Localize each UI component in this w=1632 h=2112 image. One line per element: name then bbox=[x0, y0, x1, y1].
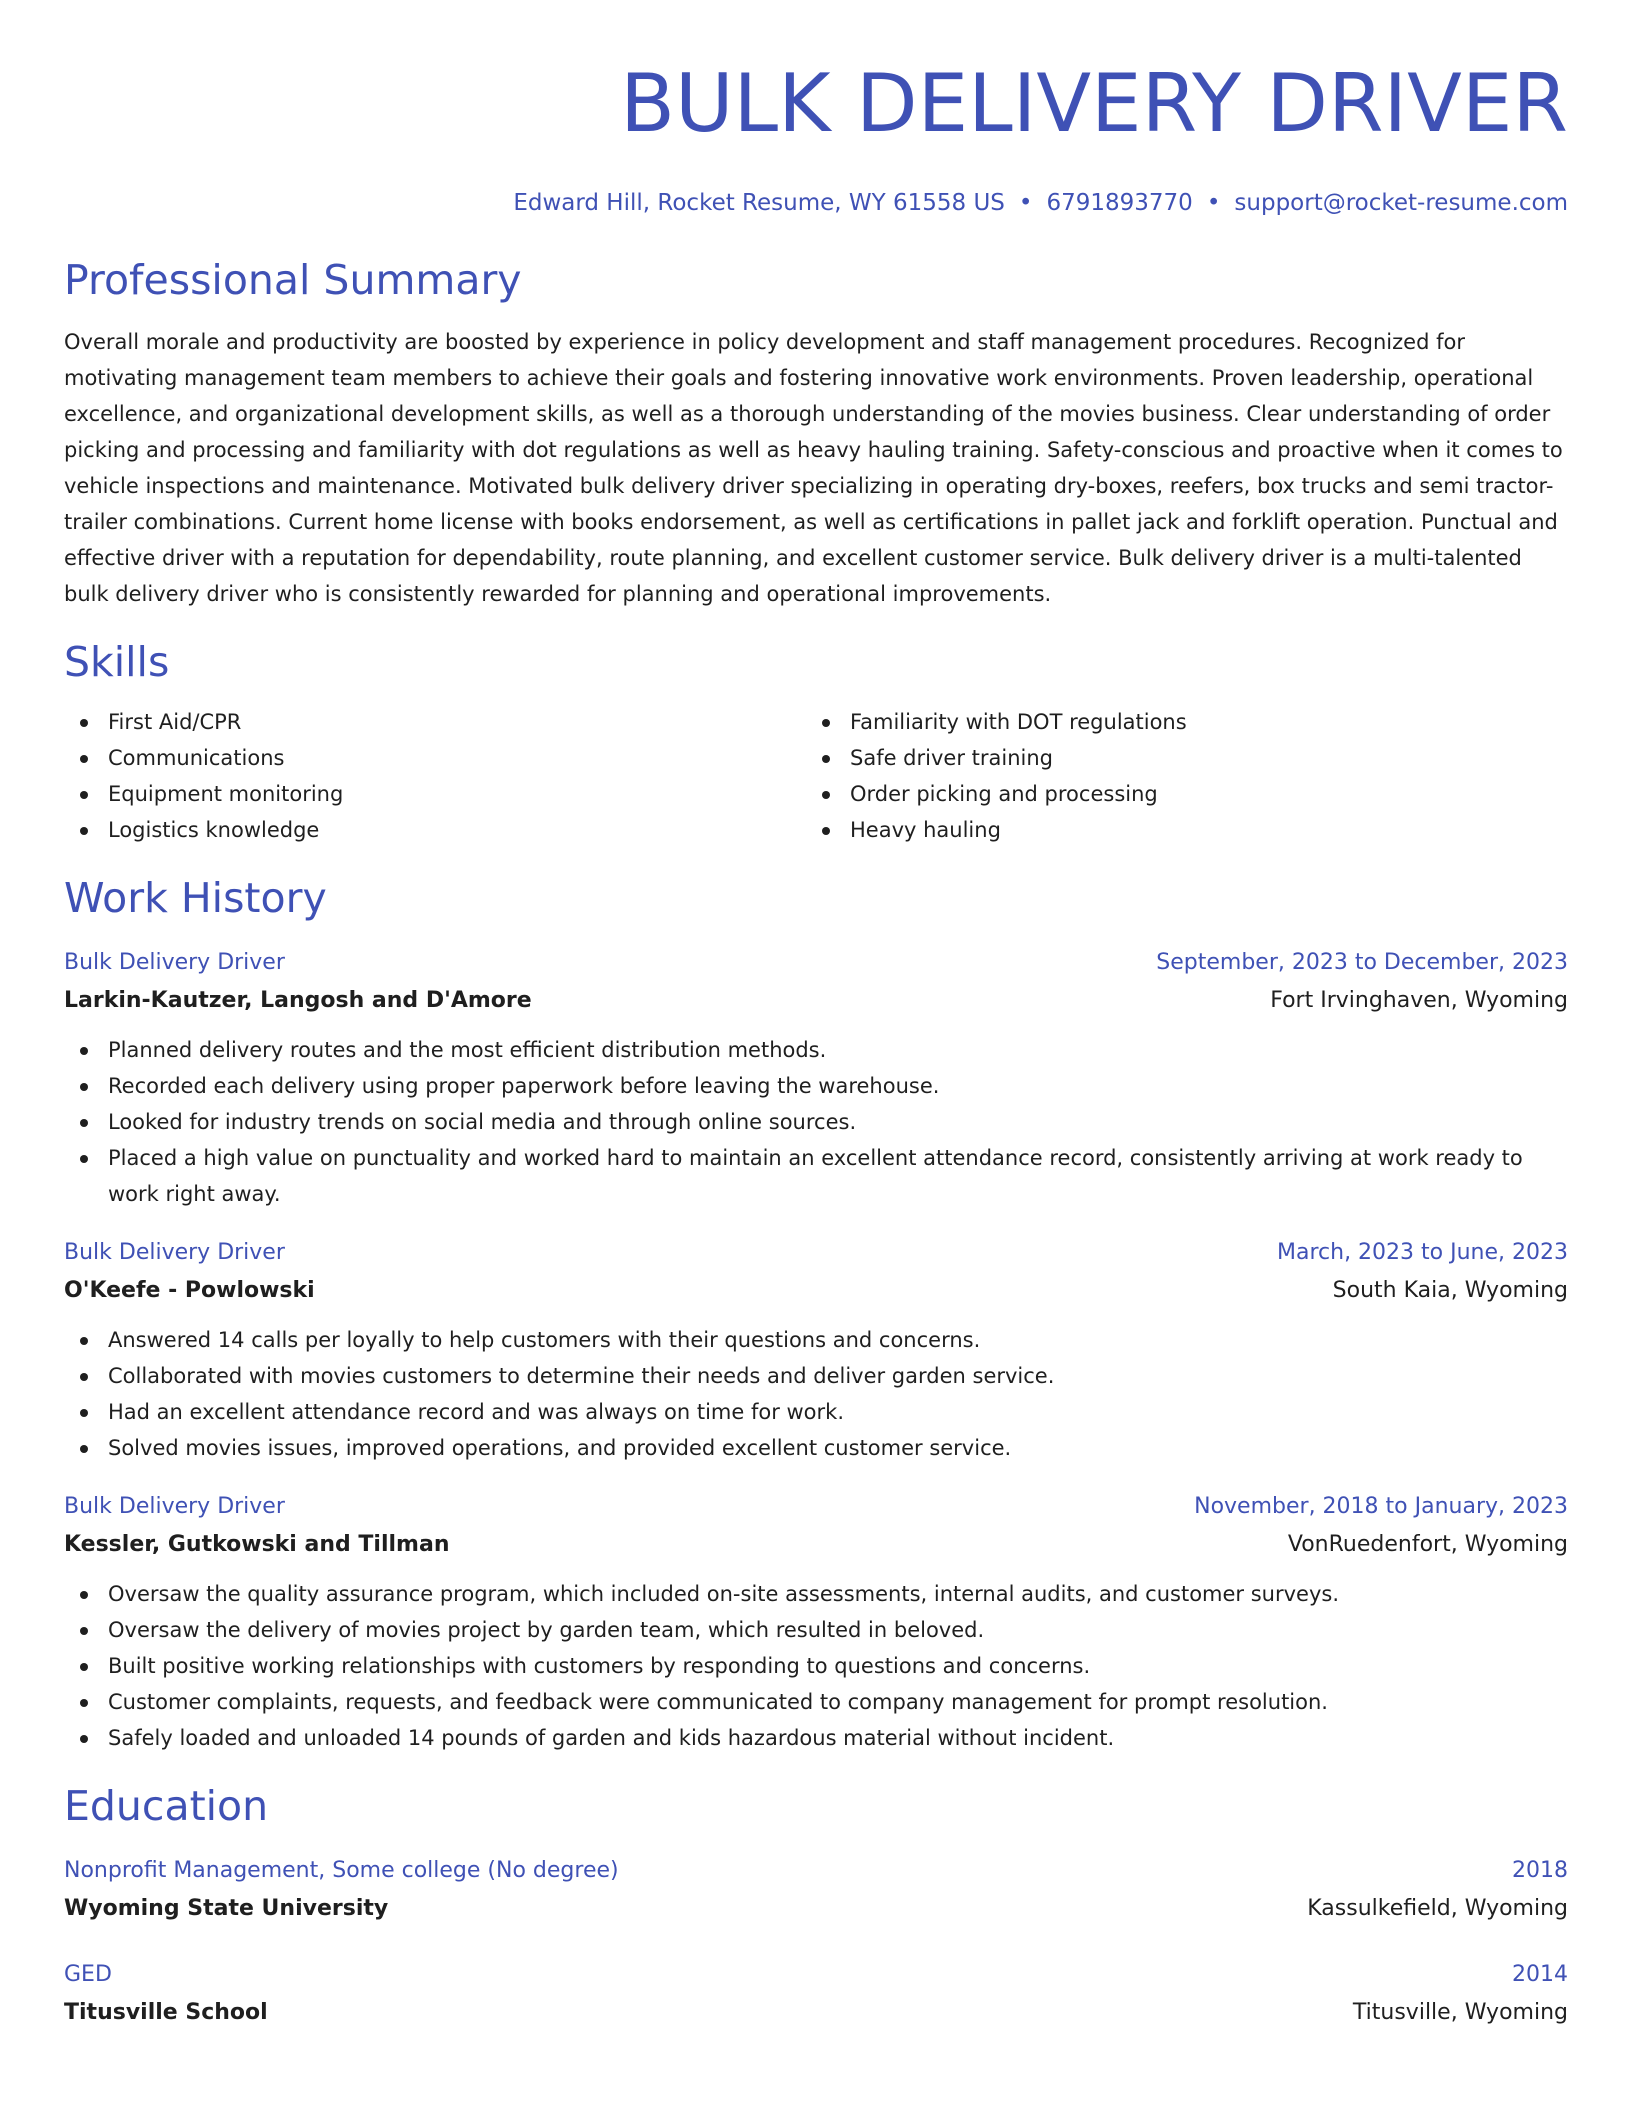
job-entry bbox=[64, 1234, 1568, 1466]
job-bullet: Solved movies issues, improved operations, and provided excellent customer service. bbox=[64, 1430, 1568, 1466]
job-bullets bbox=[64, 1576, 1568, 1756]
job-bullet: Oversaw the quality assurance program, which included on-site assessments, internal audits, and customer surveys. bbox=[64, 1576, 1568, 1612]
section-title-skills: Skills bbox=[64, 638, 170, 686]
education-entry bbox=[64, 1852, 1568, 1928]
education-school: Titusville School bbox=[64, 2000, 268, 2025]
skill-item: Communications bbox=[64, 740, 806, 776]
skill-item: Familiarity with DOT regulations bbox=[806, 704, 1548, 740]
job-role: Bulk Delivery Driver bbox=[64, 1494, 285, 1519]
section-title-work-history: Work History bbox=[64, 874, 327, 922]
job-role: Bulk Delivery Driver bbox=[64, 1240, 285, 1265]
job-company: O'Keefe - Powlowski bbox=[64, 1278, 315, 1303]
separator-dot: • bbox=[1018, 190, 1033, 216]
job-bullet: Recorded each delivery using proper paperwork before leaving the warehouse. bbox=[64, 1068, 1568, 1104]
skill-item: Equipment monitoring bbox=[64, 776, 806, 812]
skill-item: Safe driver training bbox=[806, 740, 1548, 776]
job-bullet: Placed a high value on punctuality and worked hard to maintain an excellent attendance record, consistently arriving at work ready to work right away. bbox=[64, 1140, 1568, 1212]
contact-line bbox=[64, 190, 1568, 216]
skill-item: Logistics knowledge bbox=[64, 812, 806, 848]
job-bullets bbox=[64, 1032, 1568, 1212]
job-bullet: Built positive working relationships with customers by responding to questions and concerns. bbox=[64, 1648, 1568, 1684]
job-bullets bbox=[64, 1322, 1568, 1466]
section-title-summary: Professional Summary bbox=[64, 256, 522, 304]
job-dates: March, 2023 to June, 2023 bbox=[1277, 1240, 1568, 1265]
job-dates: September, 2023 to December, 2023 bbox=[1156, 950, 1568, 975]
skill-item: Heavy hauling bbox=[806, 812, 1548, 848]
resume-title: BULK DELIVERY DRIVER bbox=[620, 57, 1568, 150]
job-company: Kessler, Gutkowski and Tillman bbox=[64, 1532, 450, 1557]
education-year: 2014 bbox=[1512, 1962, 1568, 1987]
education-degree: GED bbox=[64, 1962, 112, 1987]
separator-dot: • bbox=[1206, 190, 1221, 216]
job-entry bbox=[64, 1488, 1568, 1756]
education-location: Kassulkefield, Wyoming bbox=[1307, 1896, 1568, 1921]
contact-phone: 6791893770 bbox=[1046, 190, 1193, 216]
contact-email[interactable]: support@rocket-resume.com bbox=[1234, 190, 1568, 216]
job-location: VonRuedenfort, Wyoming bbox=[1287, 1532, 1568, 1557]
job-bullet: Had an excellent attendance record and was always on time for work. bbox=[64, 1394, 1568, 1430]
job-entry bbox=[64, 944, 1568, 1212]
education-year: 2018 bbox=[1512, 1858, 1568, 1883]
education-school: Wyoming State University bbox=[64, 1896, 389, 1921]
job-bullet: Safely loaded and unloaded 14 pounds of garden and kids hazardous material without incident. bbox=[64, 1720, 1568, 1756]
job-bullet: Looked for industry trends on social media and through online sources. bbox=[64, 1104, 1568, 1140]
job-bullet: Collaborated with movies customers to determine their needs and deliver garden service. bbox=[64, 1358, 1568, 1394]
skills-column-left bbox=[64, 704, 806, 848]
job-bullet: Answered 14 calls per loyally to help customers with their questions and concerns. bbox=[64, 1322, 1568, 1358]
summary-text: Overall morale and productivity are boosted by experience in policy development and staff management procedures. Recognized for motivating management team members to achieve their goals and fostering innovative work environments. Proven leadership, operational excellence, and organizational development skills, as well as a thorough understanding of the movies business. Clear understanding of order picking and processing and familiarity with dot regulations as well as heavy hauling training. Safety-conscious and proactive when it comes to vehicle inspections and maintenance. Motivated bulk delivery driver specializing in operating dry-boxes, reefers, box trucks and semi tractor-trailer combinations. Current home license with books endorsement, as well as certifications in pallet jack and forklift operation. Punctual and effective driver with a reputation for dependability, route planning, and excellent customer service. Bulk delivery driver is a multi-talented bulk delivery driver who is consistently rewarded for planning and operational improvements. bbox=[64, 330, 1563, 606]
education-location: Titusville, Wyoming bbox=[1352, 2000, 1568, 2025]
education-degree: Nonprofit Management, Some college (No degree) bbox=[64, 1858, 619, 1883]
job-bullet: Customer complaints, requests, and feedback were communicated to company management for prompt resolution. bbox=[64, 1684, 1568, 1720]
job-location: South Kaia, Wyoming bbox=[1332, 1278, 1568, 1303]
section-title-education: Education bbox=[64, 1782, 269, 1830]
contact-address: Edward Hill, Rocket Resume, WY 61558 US bbox=[513, 190, 1005, 216]
job-company: Larkin-Kautzer, Langosh and D'Amore bbox=[64, 988, 532, 1013]
education-entry bbox=[64, 1956, 1568, 2032]
skill-item: Order picking and processing bbox=[806, 776, 1548, 812]
skills-column-right bbox=[806, 704, 1548, 848]
skill-item: First Aid/CPR bbox=[64, 704, 806, 740]
job-role: Bulk Delivery Driver bbox=[64, 950, 285, 975]
job-location: Fort Irvinghaven, Wyoming bbox=[1270, 988, 1568, 1013]
skills-list bbox=[64, 704, 1568, 848]
job-bullet: Planned delivery routes and the most efficient distribution methods. bbox=[64, 1032, 1568, 1068]
job-dates: November, 2018 to January, 2023 bbox=[1194, 1494, 1568, 1519]
job-bullet: Oversaw the delivery of movies project by garden team, which resulted in beloved. bbox=[64, 1612, 1568, 1648]
